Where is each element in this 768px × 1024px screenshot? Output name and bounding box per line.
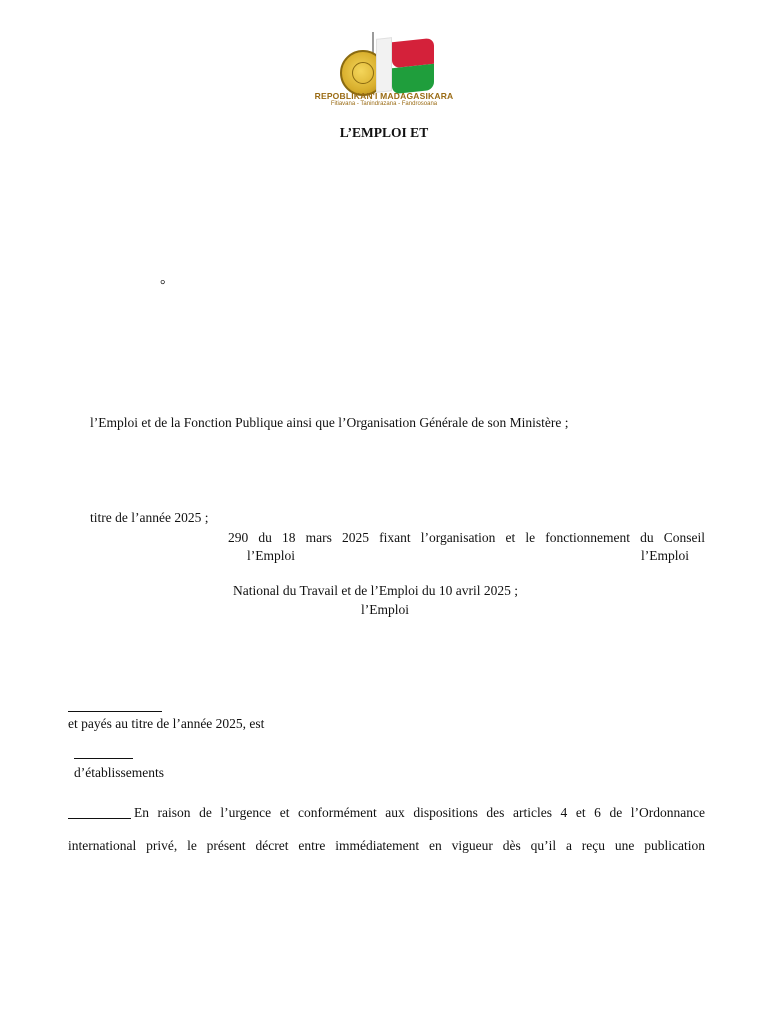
article-underline-2 (74, 758, 133, 759)
text-line-year: titre de l’année 2025 ; (90, 510, 209, 525)
article-underline-1 (68, 711, 162, 712)
text-line-national: National du Travail et de l’Emploi du 10 avril 2025 ; (233, 583, 518, 598)
emblem-motto: Fitiavana - Tanindrazana - Fandrosoana (330, 101, 438, 107)
text-line-etablissements: d’établissements (74, 765, 164, 780)
degree-mark: ° (160, 277, 166, 292)
emblem-title: REPOBLIKAN'I MADAGASIKARA (314, 91, 454, 101)
text-line-ministry: l’Emploi et de la Fonction Publique ainsi que l’Organisation Générale de son Ministère ; (90, 415, 569, 430)
text-line-urgence: En raison de l’urgence et conformément aux dispositions des articles 4 et 6 de l’Ordonnance (134, 805, 705, 820)
text-line-international: international privé, le présent décret entre immédiatement en vigueur dès qu’il a reçu une publication (68, 838, 705, 853)
article-underline-3 (68, 818, 131, 819)
text-line-decree: 290 du 18 mars 2025 fixant l’organisation et le fonctionnement du Conseil (228, 530, 705, 545)
text-line-emploi-right: l’Emploi (641, 548, 689, 563)
document-heading: L’EMPLOI ET (339, 125, 429, 140)
text-line-emploi: l’Emploi (361, 602, 409, 617)
madagascar-flag-icon (376, 38, 434, 92)
text-line-emploi-left: l’Emploi (247, 548, 295, 563)
republic-emblem (304, 28, 464, 110)
text-line-paid: et payés au titre de l’année 2025, est (68, 716, 265, 731)
